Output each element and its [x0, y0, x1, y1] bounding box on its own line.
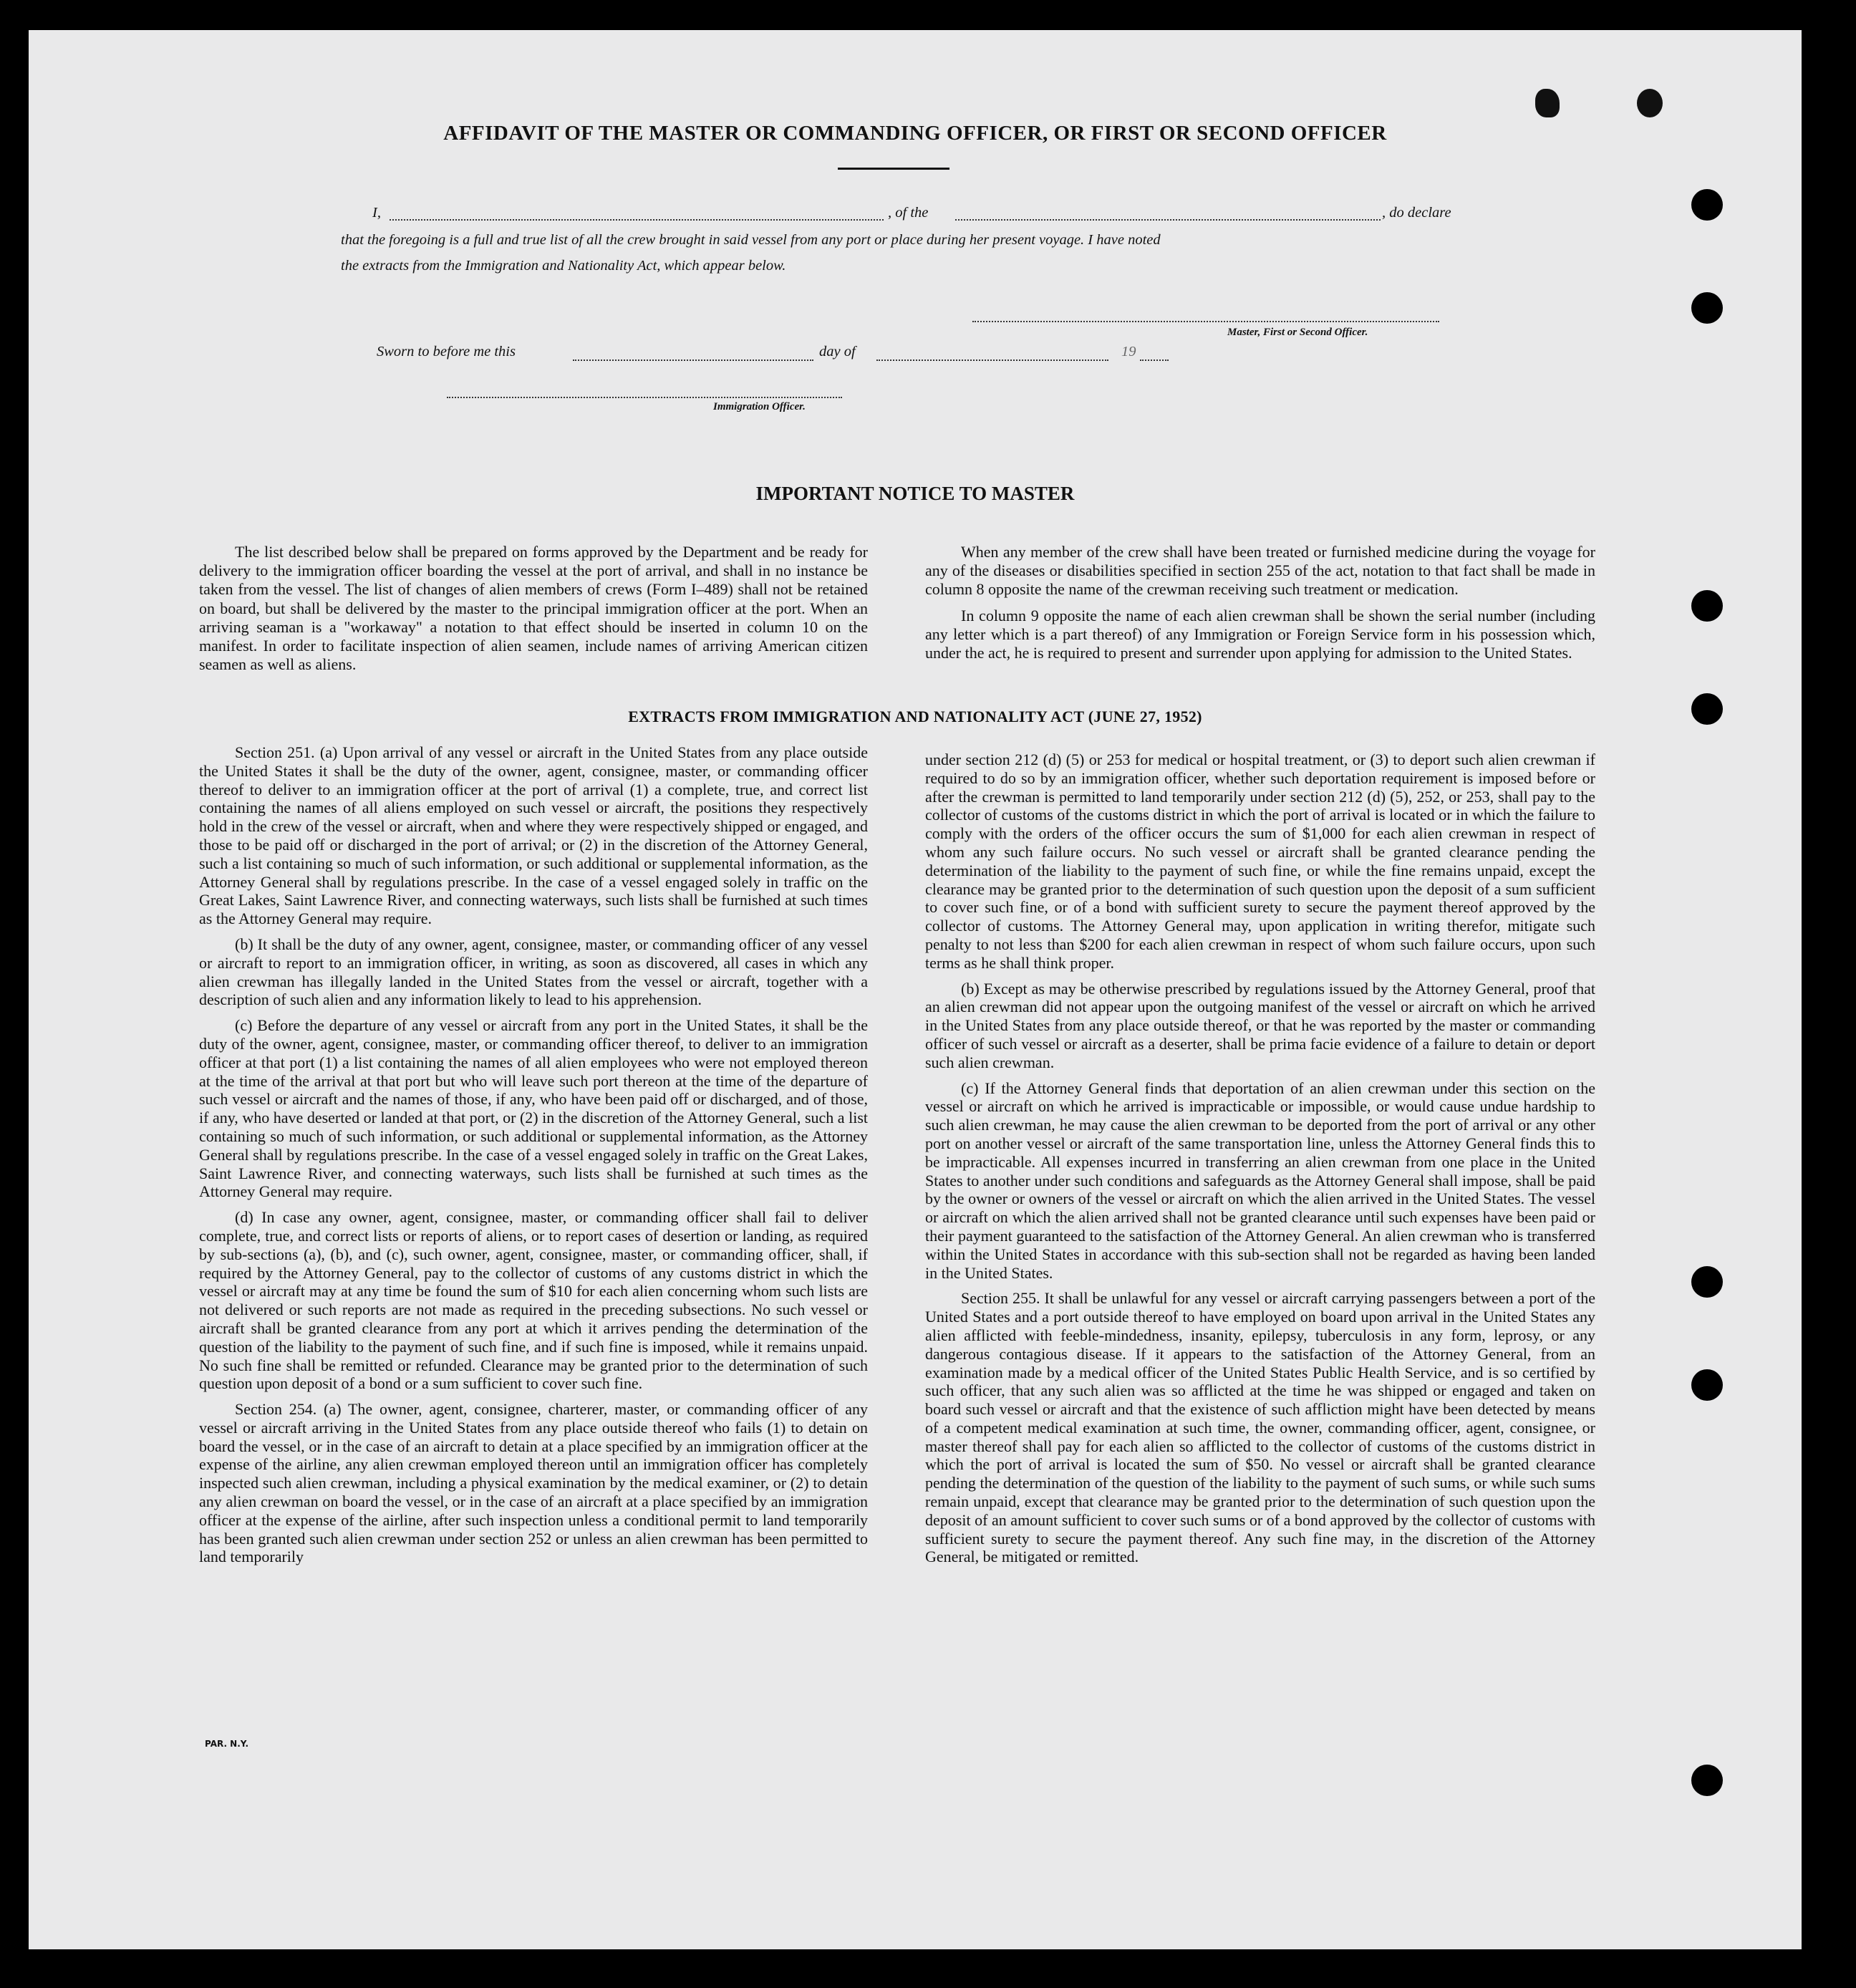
extract-paragraph: Section 251. (a) Upon arrival of any vessel or aircraft in the United States from any place outside the United States it shall be the duty of the owner, agent, consignee, master, or commanding officer thereof to deliver to an immigration officer at the port of arrival (1) a complete, true, and correct list containing the names of all aliens employed on such vessel or aircraft, the positions they respectively hold in the crew of the vessel or aircraft, when and where they were respectively shipped or engaged, and those to be paid off or discharged in the port of arrival; or (2) in the discretion of the Attorney General, such a list containing so much of such information, or such additional or supplemental information, as the Attorney General shall by regulations prescribe. In the case of a vessel engaged solely in traffic on the Great Lakes, Saint Lawrence River, and connecting waterways, such lists shall be furnished at such times as the Attorney General may require.	[199, 743, 868, 928]
master-signature-label: Master, First or Second Officer.	[1227, 327, 1368, 338]
extract-paragraph: (c) If the Attorney General finds that deportation of an alien crewman under this section on the vessel or aircraft on which he arrived is impracticable or impossible, or would cause undue hardship to such alien crewman, he may cause the alien crewman to be deported from the port of arrival or any other port on another vessel or aircraft of the same transportation line, unless the Attorney General finds this to be impracticable. All expenses incurred in transferring an alien crewman from one place in the United States to another under such conditions and safeguards as the Attorney General shall impose, shall be paid by the owner or owners of the vessel or aircraft on which the alien arrived in the United States. The vessel or aircraft on which the alien arrived shall not be granted clearance until such expenses have been paid or their payment guaranteed to the satisfaction of the Attorney General. An alien crewman who is transferred within the United States in accordance with this sub-section shall not be regarded as having been landed in the United States.	[925, 1079, 1595, 1282]
notice-title: IMPORTANT NOTICE TO MASTER	[755, 483, 1075, 504]
extract-paragraph: (b) Except as may be otherwise prescribed by regulations issued by the Attorney General, proof that an alien crewman did not appear upon the outgoing manifest of the vessel or aircraft on which he arrived in the United States from any place outside thereof, or that he was reported by the master or commanding officer of such vessel or aircraft as a deserter, shall be prima facie evidence of a failure to detain or deport such alien crewman.	[925, 979, 1595, 1071]
day-of-label: day of	[819, 344, 856, 360]
form-page	[29, 30, 1802, 1949]
notice-right-column	[925, 543, 1595, 670]
binder-hole	[1691, 189, 1723, 221]
notice-paragraph: In column 9 opposite the name of each alien crewman shall be shown the serial number (including any letter which is a part thereof) of any Immigration or Foreign Service form in his possession which, under the act, he is required to present and surrender upon applying for admission to the United States.	[925, 606, 1595, 662]
extracts-right-column	[925, 751, 1595, 1573]
master-signature-line[interactable]	[972, 321, 1439, 322]
extract-paragraph: Section 255. It shall be unlawful for any vessel or aircraft carrying passengers between a port of the United States and a port outside thereof to have employed on board upon arrival in the United States any alien afflicted with feeble-mindedness, insanity, epilepsy, tuberculosis in any form, leprosy, or any dangerous contagious disease. If it appears to the satisfaction of the Attorney General, from an examination made by a medical officer of the United States Public Health Service, and is so certified by such officer, that any such alien was so afflicted at the time he was shipped or engaged and taken on board such vessel or aircraft and that the existence of such affliction might have been detected by means of a competent medical examination at such time, the owner, commanding officer, agent, consignee, or master thereof shall pay for each alien so afflicted to the collector of customs of the customs district in which the port of arrival is located the sum of $50. No vessel or aircraft shall be granted clearance pending the determination of the question of the liability to the payment of such sums, or while such sums remain unpaid, except that clearance may be granted prior to the determination of such question upon the deposit of an amount sufficient to cover such sums or of a bond approved by the collector of customs with sufficient surety to secure the payment thereof. Any such fine may, in the discretion of the Attorney General, be mitigated or remitted.	[925, 1289, 1595, 1566]
sworn-label: Sworn to before me this	[377, 344, 516, 360]
extract-paragraph: (b) It shall be the duty of any owner, agent, consignee, master, or commanding officer of any vessel or aircraft to report to an immigration officer, in writing, as soon as discovered, all cases in which any alien crewman has illegally landed in the United States from the vessel or aircraft, together with a description of such alien and any information likely to lead to his apprehension.	[199, 935, 868, 1009]
binder-hole	[1691, 1369, 1723, 1401]
ink-blot	[1535, 89, 1560, 117]
affidavit-title: AFFIDAVIT OF THE MASTER OR COMMANDING OFFICER, OR FIRST OR SECOND OFFICER	[443, 122, 1387, 145]
extract-paragraph: (d) In case any owner, agent, consignee, master, or commanding officer shall fail to deliver complete, true, and correct lists or reports of aliens, or to report cases of desertion or landing, as required by sub-sections (a), (b), and (c), such owner, agent, consignee, master, or commanding officer, shall, if required by the Attorney General, pay to the collector of customs of any customs district in which the vessel or aircraft may at any time be found the sum of $10 for each alien concerning whom such lists are not delivered or such reports are not made as required in the preceding subsections. No such vessel or aircraft shall be granted clearance from any port at which it arrives pending the determination of the question of the liability to the payment of such fine, and if such fine is imposed, while it remains unpaid. No such fine shall be remitted or refunded. Clearance may be granted prior to the determination of such question upon deposit of a bond or a sum sufficient to cover such fine.	[199, 1208, 868, 1393]
of-the-label: , of the	[888, 205, 929, 221]
title-underline	[838, 168, 949, 170]
year-prefix-label: 19	[1121, 344, 1136, 360]
declare-i-label: I,	[372, 205, 381, 221]
extract-paragraph: (c) Before the departure of any vessel or aircraft from any port in the United States, it shall be the duty of the owner, agent, consignee, master, or commanding officer thereof, to deliver to an immigration officer at that port (1) a list containing the names of all alien employees who were not employed thereon at the time of the arrival at that port but who will leave such port thereon at the time of the departure of such vessel or aircraft and the names of those, if any, who have been paid off or discharged, and of those, if any, who have deserted or landed at that port, or (2) in the discretion of the Attorney General, such a list containing so much of such information, or such additional or supplemental information, as the Attorney General shall by regulations prescribe. In the case of a vessel engaged solely in traffic on the Great Lakes, Saint Lawrence River, and connecting waterways, such lists shall be furnished at such times as the Attorney General may require.	[199, 1016, 868, 1201]
officer-signature-line[interactable]	[447, 397, 842, 398]
ink-blot	[1637, 89, 1663, 117]
binder-hole	[1691, 590, 1723, 622]
vessel-name-field[interactable]	[955, 219, 1381, 221]
extract-paragraph: Section 254. (a) The owner, agent, consignee, charterer, master, or commanding officer of any vessel or aircraft arriving in the United States from any place outside thereof who fails (1) to detain on board the vessel, or in the case of an aircraft to detain at a place specified by an immigration officer at the expense of the airline, any alien crewman employed thereon until an immigration officer has completely inspected such alien crewman, including a physical examination by the medical examiner, or (2) to detain any alien crewman on board the vessel, or in the case of an aircraft at a place specified by an immigration officer at the expense of the airline, after such inspection unless a conditional permit to land temporarily has been granted such alien crewman under section 252 or unless an alien crewman has been permitted to land temporarily	[199, 1400, 868, 1566]
binder-hole	[1691, 1266, 1723, 1298]
notice-paragraph: The list described below shall be prepared on forms approved by the Department and be ready for delivery to the immigration officer boarding the vessel at the port of arrival, and shall in no instance be taken from the vessel. The list of changes of alien members of crews (Form I–489) shall not be retained on board, but shall be delivered by the master to the principal immigration officer at the port. When an arriving seaman is a "workaway" a notation to that effect should be inserted in column 10 on the manifest. In order to facilitate inspection of alien seamen, include names of arriving American citizen seamen as well as aliens.	[199, 543, 868, 674]
binder-hole	[1691, 1765, 1723, 1796]
extract-paragraph: under section 212 (d) (5) or 253 for medical or hospital treatment, or (3) to deport such alien crewman if required to do so by an immigration officer, whether such deportation requirement is imposed before or after the crewman is permitted to land temporarily under section 212 (d) (5), 252, or 253, shall pay to the collector of customs of the customs district in which the port of arrival is located or in which the failure to comply with the orders of the officer occurs the sum of $1,000 for each alien crewman in respect of whom any such failure occurs. No such vessel or aircraft shall be granted clearance pending the determination of the liability to the payment of such fine, or while the fine remains unpaid, except the clearance may be granted prior to the determination of such question upon the deposit of a sum sufficient to cover such fine, or of a bond with sufficient surety to secure the payment thereof approved by the collector of customs. The Attorney General may, upon application in writing therefor, mitigate such penalty to not less than $200 for each alien crewman in respect of whom such failure occurs, upon such terms as he shall think proper.	[925, 751, 1595, 972]
binder-hole	[1691, 693, 1723, 725]
extracts-left-column	[199, 743, 868, 1573]
sworn-day-field[interactable]	[573, 360, 813, 361]
extracts-title: EXTRACTS FROM IMMIGRATION AND NATIONALITY ACT (JUNE 27, 1952)	[628, 708, 1202, 725]
sworn-month-field[interactable]	[876, 360, 1108, 361]
notice-paragraph: When any member of the crew shall have been treated or furnished medicine during the voyage for any of the diseases or disabilities specified in section 255 of the act, notation to that fact shall be made in column 8 opposite the name of the crewman receiving such treatment or medication.	[925, 543, 1595, 599]
declaration-text-line-2: that the foregoing is a full and true list of all the crew brought in said vessel from any port or place during her present voyage. I have noted	[341, 232, 1161, 248]
do-declare-label: , do declare	[1382, 205, 1451, 221]
declaration-text-line-3: the extracts from the Immigration and Nationality Act, which appear below.	[341, 258, 786, 274]
declarant-name-field[interactable]	[390, 219, 884, 221]
officer-signature-label: Immigration Officer.	[713, 401, 806, 412]
sworn-year-field[interactable]	[1140, 360, 1169, 361]
notice-left-column	[199, 543, 868, 681]
binder-hole	[1691, 292, 1723, 324]
printer-code: PAR. N.Y.	[205, 1739, 249, 1749]
